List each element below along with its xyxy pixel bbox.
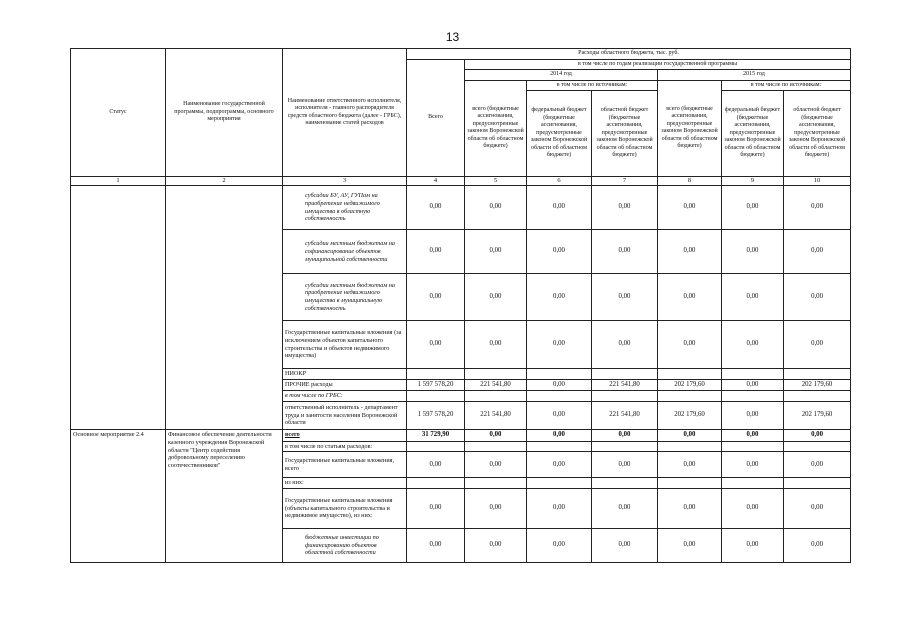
value-cell	[658, 478, 722, 489]
value-cell: 0,00	[527, 274, 592, 321]
value-cell: 0,00	[784, 489, 851, 529]
col-number: 2	[166, 177, 283, 186]
value-cell	[407, 478, 465, 489]
value-cell: 0,00	[407, 230, 465, 274]
value-cell	[592, 391, 658, 402]
value-cell: 0,00	[784, 186, 851, 230]
value-cell: 0,00	[465, 529, 527, 563]
row-label: в том числе по статьям расходов:	[283, 441, 407, 452]
value-cell: 0,00	[527, 379, 592, 390]
value-cell: 0,00	[784, 274, 851, 321]
value-cell: 0,00	[722, 529, 784, 563]
table-row	[71, 186, 851, 230]
value-cell: 0,00	[592, 321, 658, 369]
value-cell	[407, 391, 465, 402]
value-cell: 0,00	[658, 452, 722, 478]
header-col5: всего (бюджетные ассигнования, предусмотренные законом Воронежской области об областном бюджете)	[465, 80, 527, 177]
row-label: НИОКР	[283, 369, 407, 380]
value-cell	[527, 391, 592, 402]
value-cell: 0,00	[784, 321, 851, 369]
value-cell	[784, 441, 851, 452]
value-cell: 0,00	[658, 430, 722, 441]
row-label: Государственные капитальные вложения, всего	[283, 452, 407, 478]
value-cell	[465, 369, 527, 380]
section-status: Основное мероприятие 2.4	[71, 430, 166, 563]
value-cell: 0,00	[592, 186, 658, 230]
value-cell: 0,00	[722, 402, 784, 430]
col-number: 10	[784, 177, 851, 186]
row-label: ответственный исполнитель - департамент труда и занятости населения Воронежской области	[283, 402, 407, 430]
col-number: 9	[722, 177, 784, 186]
value-cell: 221 541,80	[592, 402, 658, 430]
header-col8: всего (бюджетные ассигнования, предусмотренные законом Воронежской области об областном бюджете)	[658, 80, 722, 177]
value-cell: 0,00	[722, 274, 784, 321]
value-cell	[658, 391, 722, 402]
value-cell	[527, 369, 592, 380]
value-cell	[465, 441, 527, 452]
value-cell: 0,00	[722, 489, 784, 529]
value-cell: 0,00	[465, 230, 527, 274]
row-label: ПРОЧИЕ расходы	[283, 379, 407, 390]
value-cell	[784, 369, 851, 380]
value-cell: 0,00	[592, 430, 658, 441]
row-label: из них:	[283, 478, 407, 489]
value-cell	[407, 441, 465, 452]
header-col10: областной бюджет (бюджетные ассигнования, предусмотренные законом Воронежской области об областном бюджете)	[784, 91, 851, 177]
value-cell: 0,00	[465, 430, 527, 441]
value-cell: 0,00	[527, 452, 592, 478]
header-year-2014: 2014 год	[465, 70, 658, 81]
value-cell: 0,00	[658, 321, 722, 369]
row-label: Государственные капитальные вложения (объекты капитального строительства и недвижимое имущество), из них:	[283, 489, 407, 529]
col-number: 5	[465, 177, 527, 186]
value-cell: 0,00	[592, 529, 658, 563]
value-cell: 0,00	[722, 321, 784, 369]
col-number: 8	[658, 177, 722, 186]
value-cell: 1 597 578,20	[407, 379, 465, 390]
value-cell: 0,00	[592, 489, 658, 529]
value-cell	[465, 478, 527, 489]
header-col6: федеральный бюджет (бюджетные ассигнования, предусмотренные законом Воронежской области об областном бюджете)	[527, 91, 592, 177]
row-label: в том числе по ГРБС:	[283, 391, 407, 402]
header-budget-expenses: Расходы областного бюджета, тыс. руб.	[407, 49, 851, 60]
value-cell	[784, 478, 851, 489]
header-by-sources-2014: в том числе по источникам:	[527, 80, 658, 91]
value-cell: 0,00	[527, 489, 592, 529]
header-col9: федеральный бюджет (бюджетные ассигнования, предусмотренные законом Воронежской области об областном бюджете)	[722, 91, 784, 177]
value-cell: 0,00	[784, 230, 851, 274]
value-cell: 0,00	[658, 489, 722, 529]
value-cell: 0,00	[465, 489, 527, 529]
value-cell	[658, 369, 722, 380]
col-number: 1	[71, 177, 166, 186]
col-number: 4	[407, 177, 465, 186]
value-cell	[465, 391, 527, 402]
header-col7: областной бюджет (бюджетные ассигнования, предусмотренные законом Воронежской области об областном бюджете)	[592, 91, 658, 177]
value-cell: 0,00	[465, 274, 527, 321]
value-cell: 0,00	[784, 430, 851, 441]
value-cell: 221 541,80	[465, 379, 527, 390]
value-cell	[592, 441, 658, 452]
value-cell: 0,00	[592, 274, 658, 321]
value-cell	[722, 478, 784, 489]
value-cell: 0,00	[722, 452, 784, 478]
row-label: субсидии БУ, АУ, ГУПам на приобретение недвижимого имущества в областную собственность	[283, 186, 407, 230]
row-label: бюджетные инвестиции по финансированию объектов областной собственности	[283, 529, 407, 563]
value-cell: 0,00	[722, 379, 784, 390]
row-label: субсидии местным бюджетам на софинансирование объектов муниципальной собственности	[283, 230, 407, 274]
header-by-years: в том числе по годам реализации государственной программы	[465, 59, 851, 70]
value-cell: 0,00	[658, 274, 722, 321]
header-total: Всего	[407, 59, 465, 177]
value-cell: 0,00	[658, 186, 722, 230]
value-cell: 0,00	[527, 186, 592, 230]
value-cell: 0,00	[658, 230, 722, 274]
status-cell-empty	[71, 186, 166, 430]
row-label: субсидии местным бюджетам на приобретение недвижимого имущества в муниципальную собственность	[283, 274, 407, 321]
value-cell: 0,00	[592, 452, 658, 478]
value-cell	[592, 369, 658, 380]
value-cell: 0,00	[407, 186, 465, 230]
value-cell: 202 179,60	[784, 379, 851, 390]
value-cell	[527, 478, 592, 489]
value-cell: 0,00	[527, 321, 592, 369]
value-cell: 0,00	[407, 529, 465, 563]
value-cell	[722, 391, 784, 402]
row-label: Государственные капитальные вложения (за исключением объектов капитального строительства и объектов недвижимого имущества)	[283, 321, 407, 369]
value-cell	[722, 369, 784, 380]
value-cell: 202 179,60	[658, 379, 722, 390]
value-cell: 0,00	[527, 430, 592, 441]
value-cell	[592, 478, 658, 489]
col-number: 7	[592, 177, 658, 186]
row-label: всего	[283, 430, 407, 441]
value-cell: 0,00	[407, 321, 465, 369]
value-cell: 0,00	[722, 230, 784, 274]
page-number: 13	[445, 30, 460, 44]
value-cell: 0,00	[527, 230, 592, 274]
value-cell	[722, 441, 784, 452]
value-cell: 221 541,80	[592, 379, 658, 390]
header-year-2015: 2015 год	[658, 70, 851, 81]
value-cell: 0,00	[722, 186, 784, 230]
value-cell: 0,00	[465, 452, 527, 478]
header-by-sources-2015: в том числе по источникам:	[722, 80, 851, 91]
value-cell: 0,00	[722, 430, 784, 441]
section-name: Финансовое обеспечение деятельности казенного учреждения Воронежской области "Центр содействия добровольному переселению соотечественников"	[166, 430, 283, 563]
value-cell: 202 179,60	[658, 402, 722, 430]
program-cell-empty	[166, 186, 283, 430]
value-cell: 0,00	[527, 402, 592, 430]
value-cell: 0,00	[465, 186, 527, 230]
value-cell	[527, 441, 592, 452]
value-cell: 0,00	[465, 321, 527, 369]
value-cell: 221 541,80	[465, 402, 527, 430]
table-row	[71, 430, 851, 441]
header-executor: Наименование ответственного исполнителя, исполнителя - главного распорядителя средств областного бюджета (далее - ГРБС), наименование статей расходов	[283, 49, 407, 177]
header-status: Статус	[71, 49, 166, 177]
value-cell: 0,00	[407, 452, 465, 478]
col-number: 6	[527, 177, 592, 186]
value-cell: 0,00	[784, 452, 851, 478]
value-cell: 0,00	[784, 529, 851, 563]
value-cell: 202 179,60	[784, 402, 851, 430]
budget-table-full	[70, 48, 851, 563]
value-cell: 31 729,90	[407, 430, 465, 441]
value-cell: 0,00	[407, 489, 465, 529]
value-cell	[784, 391, 851, 402]
value-cell	[658, 441, 722, 452]
value-cell: 0,00	[592, 230, 658, 274]
value-cell: 0,00	[527, 529, 592, 563]
value-cell: 0,00	[658, 529, 722, 563]
value-cell	[407, 369, 465, 380]
column-numbers-row	[71, 177, 851, 186]
header-program-name: Наименование государственной программы, подпрограммы, основного мероприятия	[166, 49, 283, 177]
value-cell: 1 597 578,20	[407, 402, 465, 430]
col-number: 3	[283, 177, 407, 186]
value-cell: 0,00	[407, 274, 465, 321]
